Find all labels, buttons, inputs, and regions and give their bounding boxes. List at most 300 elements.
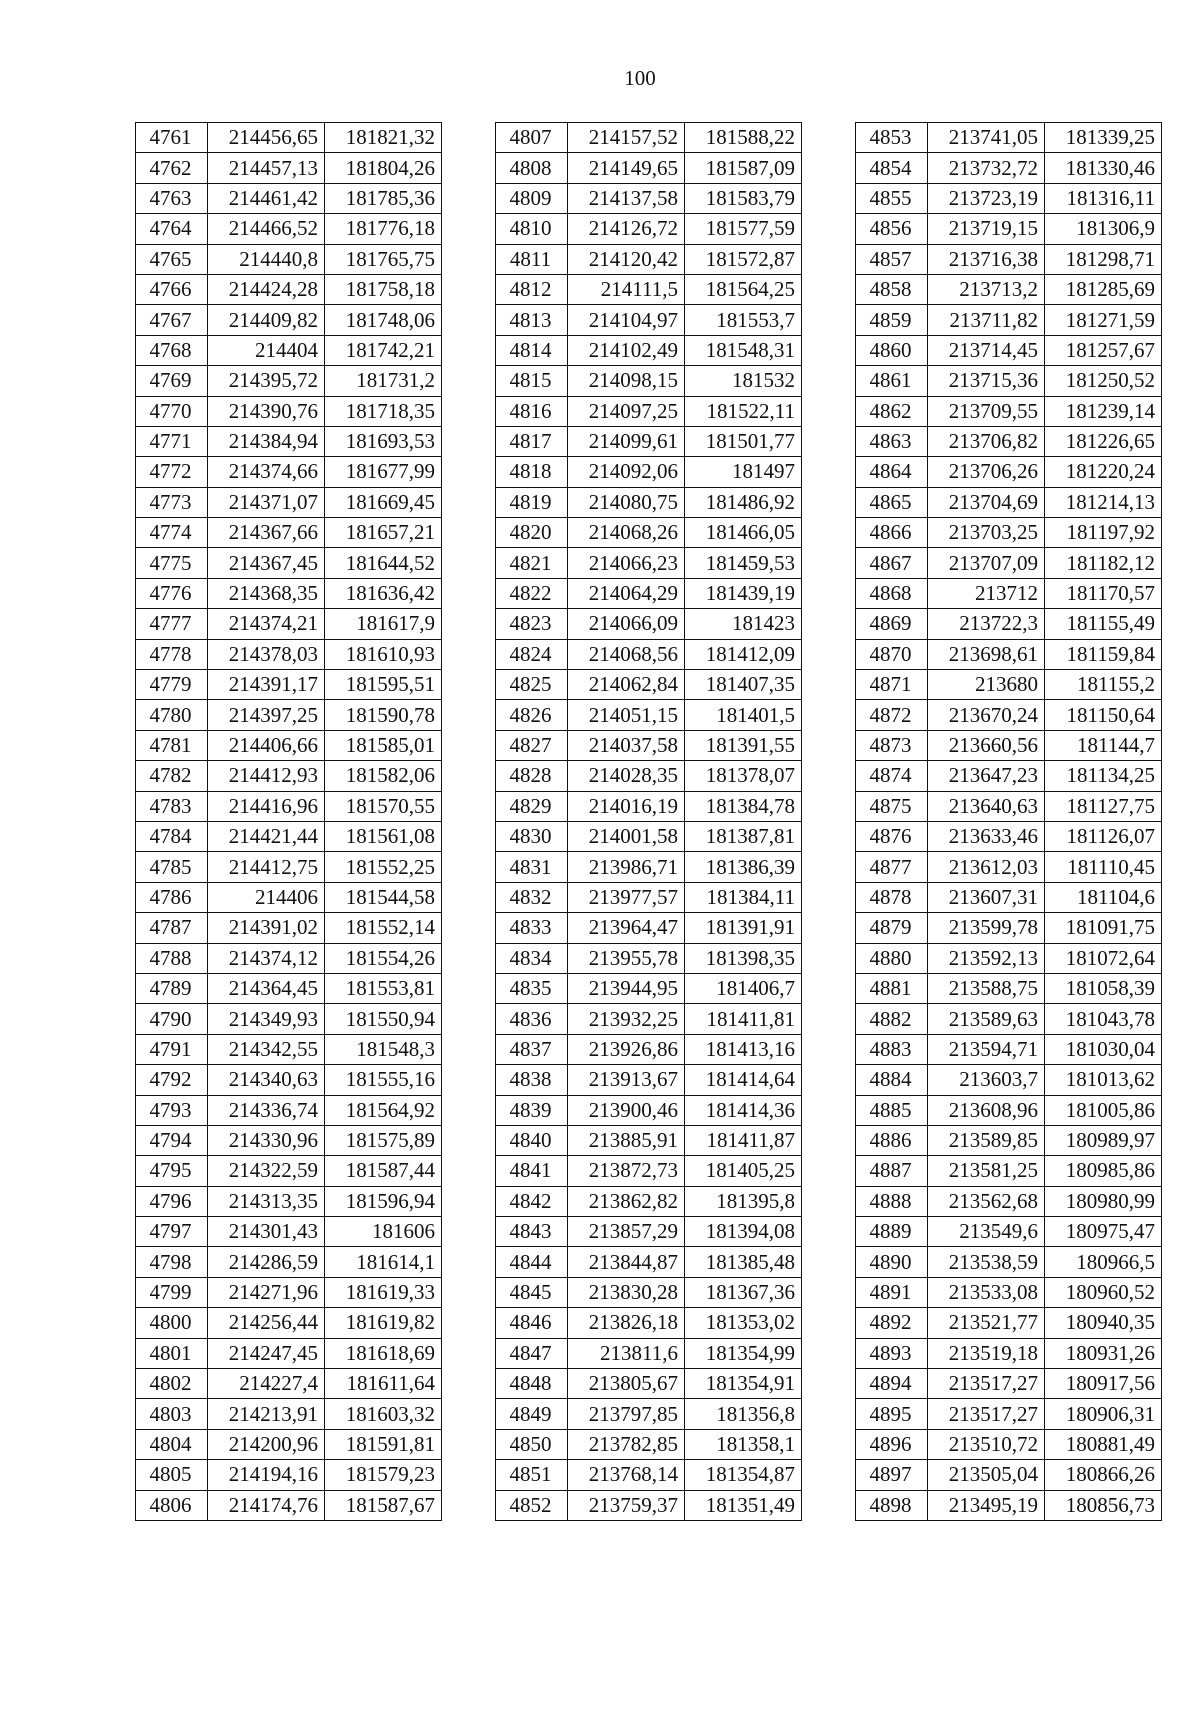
x-coordinate-cell: 213715,36 <box>928 366 1045 396</box>
table-row <box>856 1399 1162 1429</box>
y-coordinate-cell: 181384,78 <box>685 791 802 821</box>
x-coordinate-cell: 213759,37 <box>568 1490 685 1520</box>
y-coordinate-cell: 180960,52 <box>1045 1277 1162 1307</box>
y-coordinate-cell: 181058,39 <box>1045 973 1162 1003</box>
table-row <box>856 882 1162 912</box>
point-number-cell: 4874 <box>856 761 928 791</box>
x-coordinate-cell: 213732,72 <box>928 153 1045 183</box>
y-coordinate-cell: 181606 <box>325 1217 442 1247</box>
y-coordinate-cell: 181579,23 <box>325 1460 442 1490</box>
y-coordinate-cell: 181043,78 <box>1045 1004 1162 1034</box>
table-row <box>496 1034 802 1064</box>
point-number-cell: 4828 <box>496 761 568 791</box>
point-number-cell: 4803 <box>136 1399 208 1429</box>
x-coordinate-cell: 214286,59 <box>208 1247 325 1277</box>
point-number-cell: 4867 <box>856 548 928 578</box>
table-row <box>136 123 442 153</box>
y-coordinate-cell: 181271,59 <box>1045 305 1162 335</box>
table-row <box>856 1429 1162 1459</box>
y-coordinate-cell: 181367,36 <box>685 1277 802 1307</box>
x-coordinate-cell: 213722,3 <box>928 609 1045 639</box>
table-row <box>136 366 442 396</box>
point-number-cell: 4886 <box>856 1125 928 1155</box>
y-coordinate-cell: 181669,45 <box>325 487 442 517</box>
point-number-cell: 4865 <box>856 487 928 517</box>
coordinate-table-2 <box>495 122 802 1521</box>
y-coordinate-cell: 181384,11 <box>685 882 802 912</box>
table-row <box>856 1004 1162 1034</box>
y-coordinate-cell: 181552,25 <box>325 852 442 882</box>
x-coordinate-cell: 214064,29 <box>568 578 685 608</box>
y-coordinate-cell: 181603,32 <box>325 1399 442 1429</box>
point-number-cell: 4830 <box>496 821 568 851</box>
x-coordinate-cell: 214457,13 <box>208 153 325 183</box>
x-coordinate-cell: 213538,59 <box>928 1247 1045 1277</box>
table-row <box>856 426 1162 456</box>
point-number-cell: 4809 <box>496 183 568 213</box>
y-coordinate-cell: 181104,6 <box>1045 882 1162 912</box>
y-coordinate-cell: 181564,92 <box>325 1095 442 1125</box>
point-number-cell: 4868 <box>856 578 928 608</box>
point-number-cell: 4843 <box>496 1217 568 1247</box>
y-coordinate-cell: 181570,55 <box>325 791 442 821</box>
table-row <box>496 1004 802 1034</box>
point-number-cell: 4764 <box>136 214 208 244</box>
table-row <box>496 305 802 335</box>
table-row <box>496 396 802 426</box>
y-coordinate-cell: 181214,13 <box>1045 487 1162 517</box>
table-row <box>136 913 442 943</box>
table-row <box>136 1308 442 1338</box>
table-row <box>136 1338 442 1368</box>
y-coordinate-cell: 181610,93 <box>325 639 442 669</box>
point-number-cell: 4768 <box>136 335 208 365</box>
table-row <box>136 1217 442 1247</box>
x-coordinate-cell: 213517,27 <box>928 1369 1045 1399</box>
table-row <box>496 487 802 517</box>
y-coordinate-cell: 181391,55 <box>685 730 802 760</box>
x-coordinate-cell: 214424,28 <box>208 274 325 304</box>
table-row <box>496 639 802 669</box>
y-coordinate-cell: 181501,77 <box>685 426 802 456</box>
point-number-cell: 4864 <box>856 457 928 487</box>
y-coordinate-cell: 181742,21 <box>325 335 442 365</box>
point-number-cell: 4801 <box>136 1338 208 1368</box>
table-row <box>856 518 1162 548</box>
y-coordinate-cell: 181785,36 <box>325 183 442 213</box>
point-number-cell: 4866 <box>856 518 928 548</box>
y-coordinate-cell: 181439,19 <box>685 578 802 608</box>
table-row <box>496 244 802 274</box>
table-row <box>496 761 802 791</box>
x-coordinate-cell: 214371,07 <box>208 487 325 517</box>
x-coordinate-cell: 214340,63 <box>208 1065 325 1095</box>
table-row <box>856 1065 1162 1095</box>
y-coordinate-cell: 181657,21 <box>325 518 442 548</box>
point-number-cell: 4855 <box>856 183 928 213</box>
x-coordinate-cell: 213589,85 <box>928 1125 1045 1155</box>
x-coordinate-cell: 213711,82 <box>928 305 1045 335</box>
point-number-cell: 4787 <box>136 913 208 943</box>
point-number-cell: 4792 <box>136 1065 208 1095</box>
x-coordinate-cell: 213768,14 <box>568 1460 685 1490</box>
x-coordinate-cell: 214271,96 <box>208 1277 325 1307</box>
y-coordinate-cell: 181553,7 <box>685 305 802 335</box>
y-coordinate-cell: 181583,79 <box>685 183 802 213</box>
x-coordinate-cell: 214391,02 <box>208 913 325 943</box>
x-coordinate-cell: 213955,78 <box>568 943 685 973</box>
table-row <box>136 1490 442 1520</box>
x-coordinate-cell: 214102,49 <box>568 335 685 365</box>
table-row <box>856 700 1162 730</box>
table-row <box>856 791 1162 821</box>
table-row <box>496 1460 802 1490</box>
point-number-cell: 4887 <box>856 1156 928 1186</box>
table-row <box>496 1308 802 1338</box>
point-number-cell: 4848 <box>496 1369 568 1399</box>
point-number-cell: 4767 <box>136 305 208 335</box>
y-coordinate-cell: 181239,14 <box>1045 396 1162 426</box>
table-row <box>856 335 1162 365</box>
table-row <box>136 396 442 426</box>
table-row <box>856 913 1162 943</box>
y-coordinate-cell: 181306,9 <box>1045 214 1162 244</box>
point-number-cell: 4859 <box>856 305 928 335</box>
point-number-cell: 4813 <box>496 305 568 335</box>
table-row <box>856 852 1162 882</box>
x-coordinate-cell: 214080,75 <box>568 487 685 517</box>
y-coordinate-cell: 181582,06 <box>325 761 442 791</box>
x-coordinate-cell: 214098,15 <box>568 366 685 396</box>
x-coordinate-cell: 213670,24 <box>928 700 1045 730</box>
x-coordinate-cell: 214092,06 <box>568 457 685 487</box>
x-coordinate-cell: 214384,94 <box>208 426 325 456</box>
y-coordinate-cell: 181765,75 <box>325 244 442 274</box>
point-number-cell: 4873 <box>856 730 928 760</box>
x-coordinate-cell: 213589,63 <box>928 1004 1045 1034</box>
x-coordinate-cell: 213964,47 <box>568 913 685 943</box>
table-row <box>496 791 802 821</box>
x-coordinate-cell: 213723,19 <box>928 183 1045 213</box>
x-coordinate-cell: 214378,03 <box>208 639 325 669</box>
point-number-cell: 4806 <box>136 1490 208 1520</box>
table-row <box>496 1429 802 1459</box>
table-row <box>136 1125 442 1155</box>
table-row <box>856 305 1162 335</box>
x-coordinate-cell: 214137,58 <box>568 183 685 213</box>
table-row <box>136 1247 442 1277</box>
table-row <box>136 1095 442 1125</box>
table-row <box>136 1429 442 1459</box>
point-number-cell: 4807 <box>496 123 568 153</box>
x-coordinate-cell: 214322,59 <box>208 1156 325 1186</box>
y-coordinate-cell: 181378,07 <box>685 761 802 791</box>
x-coordinate-cell: 214367,45 <box>208 548 325 578</box>
point-number-cell: 4854 <box>856 153 928 183</box>
point-number-cell: 4846 <box>496 1308 568 1338</box>
point-number-cell: 4872 <box>856 700 928 730</box>
point-number-cell: 4831 <box>496 852 568 882</box>
point-number-cell: 4805 <box>136 1460 208 1490</box>
table-row <box>496 123 802 153</box>
table-row <box>136 548 442 578</box>
y-coordinate-cell: 181127,75 <box>1045 791 1162 821</box>
y-coordinate-cell: 181614,1 <box>325 1247 442 1277</box>
y-coordinate-cell: 181596,94 <box>325 1186 442 1216</box>
table-row <box>136 578 442 608</box>
x-coordinate-cell: 214194,16 <box>208 1460 325 1490</box>
x-coordinate-cell: 214412,75 <box>208 852 325 882</box>
point-number-cell: 4841 <box>496 1156 568 1186</box>
x-coordinate-cell: 214068,56 <box>568 639 685 669</box>
point-number-cell: 4782 <box>136 761 208 791</box>
y-coordinate-cell: 181159,84 <box>1045 639 1162 669</box>
point-number-cell: 4769 <box>136 366 208 396</box>
table-row <box>856 396 1162 426</box>
y-coordinate-cell: 181316,11 <box>1045 183 1162 213</box>
y-coordinate-cell: 181155,49 <box>1045 609 1162 639</box>
point-number-cell: 4817 <box>496 426 568 456</box>
y-coordinate-cell: 181587,67 <box>325 1490 442 1520</box>
table-row <box>496 1338 802 1368</box>
point-number-cell: 4799 <box>136 1277 208 1307</box>
table-row <box>136 639 442 669</box>
y-coordinate-cell: 181548,31 <box>685 335 802 365</box>
x-coordinate-cell: 214313,35 <box>208 1186 325 1216</box>
point-number-cell: 4897 <box>856 1460 928 1490</box>
x-coordinate-cell: 214336,74 <box>208 1095 325 1125</box>
x-coordinate-cell: 214301,43 <box>208 1217 325 1247</box>
table-row <box>136 670 442 700</box>
point-number-cell: 4791 <box>136 1034 208 1064</box>
y-coordinate-cell: 181013,62 <box>1045 1065 1162 1095</box>
x-coordinate-cell: 213633,46 <box>928 821 1045 851</box>
x-coordinate-cell: 213713,2 <box>928 274 1045 304</box>
x-coordinate-cell: 214104,97 <box>568 305 685 335</box>
table-row <box>136 1277 442 1307</box>
y-coordinate-cell: 181718,35 <box>325 396 442 426</box>
y-coordinate-cell: 181005,86 <box>1045 1095 1162 1125</box>
point-number-cell: 4763 <box>136 183 208 213</box>
y-coordinate-cell: 181226,65 <box>1045 426 1162 456</box>
x-coordinate-cell: 213714,45 <box>928 335 1045 365</box>
point-number-cell: 4770 <box>136 396 208 426</box>
table-row <box>856 761 1162 791</box>
x-coordinate-cell: 213797,85 <box>568 1399 685 1429</box>
x-coordinate-cell: 214062,84 <box>568 670 685 700</box>
point-number-cell: 4895 <box>856 1399 928 1429</box>
x-coordinate-cell: 214395,72 <box>208 366 325 396</box>
x-coordinate-cell: 214374,12 <box>208 943 325 973</box>
y-coordinate-cell: 181497 <box>685 457 802 487</box>
y-coordinate-cell: 181587,44 <box>325 1156 442 1186</box>
point-number-cell: 4891 <box>856 1277 928 1307</box>
table-row <box>496 366 802 396</box>
point-number-cell: 4856 <box>856 214 928 244</box>
y-coordinate-cell: 181588,22 <box>685 123 802 153</box>
table-row <box>496 973 802 1003</box>
table-row <box>496 426 802 456</box>
x-coordinate-cell: 213719,15 <box>928 214 1045 244</box>
y-coordinate-cell: 181575,89 <box>325 1125 442 1155</box>
x-coordinate-cell: 213872,73 <box>568 1156 685 1186</box>
x-coordinate-cell: 213885,91 <box>568 1125 685 1155</box>
table-row <box>856 1034 1162 1064</box>
y-coordinate-cell: 181391,91 <box>685 913 802 943</box>
x-coordinate-cell: 213607,31 <box>928 882 1045 912</box>
x-coordinate-cell: 213862,82 <box>568 1186 685 1216</box>
point-number-cell: 4862 <box>856 396 928 426</box>
point-number-cell: 4880 <box>856 943 928 973</box>
x-coordinate-cell: 213581,25 <box>928 1156 1045 1186</box>
point-number-cell: 4890 <box>856 1247 928 1277</box>
x-coordinate-cell: 214157,52 <box>568 123 685 153</box>
y-coordinate-cell: 181110,45 <box>1045 852 1162 882</box>
point-number-cell: 4832 <box>496 882 568 912</box>
x-coordinate-cell: 213533,08 <box>928 1277 1045 1307</box>
point-number-cell: 4789 <box>136 973 208 1003</box>
point-number-cell: 4781 <box>136 730 208 760</box>
point-number-cell: 4827 <box>496 730 568 760</box>
y-coordinate-cell: 181748,06 <box>325 305 442 335</box>
y-coordinate-cell: 181572,87 <box>685 244 802 274</box>
table-row <box>496 1095 802 1125</box>
y-coordinate-cell: 181590,78 <box>325 700 442 730</box>
point-number-cell: 4779 <box>136 670 208 700</box>
table-row <box>856 366 1162 396</box>
point-number-cell: 4849 <box>496 1399 568 1429</box>
y-coordinate-cell: 181555,16 <box>325 1065 442 1095</box>
y-coordinate-cell: 181406,7 <box>685 973 802 1003</box>
point-number-cell: 4796 <box>136 1186 208 1216</box>
y-coordinate-cell: 181385,48 <box>685 1247 802 1277</box>
x-coordinate-cell: 213716,38 <box>928 244 1045 274</box>
x-coordinate-cell: 214374,66 <box>208 457 325 487</box>
x-coordinate-cell: 213495,19 <box>928 1490 1045 1520</box>
x-coordinate-cell: 213900,46 <box>568 1095 685 1125</box>
y-coordinate-cell: 181618,69 <box>325 1338 442 1368</box>
table-row <box>136 1156 442 1186</box>
point-number-cell: 4884 <box>856 1065 928 1095</box>
y-coordinate-cell: 180966,5 <box>1045 1247 1162 1277</box>
x-coordinate-cell: 214368,35 <box>208 578 325 608</box>
x-coordinate-cell: 213549,6 <box>928 1217 1045 1247</box>
point-number-cell: 4762 <box>136 153 208 183</box>
y-coordinate-cell: 181353,02 <box>685 1308 802 1338</box>
table-row <box>856 183 1162 213</box>
y-coordinate-cell: 181285,69 <box>1045 274 1162 304</box>
table-row <box>136 457 442 487</box>
point-number-cell: 4778 <box>136 639 208 669</box>
x-coordinate-cell: 213703,25 <box>928 518 1045 548</box>
x-coordinate-cell: 213608,96 <box>928 1095 1045 1125</box>
y-coordinate-cell: 180931,26 <box>1045 1338 1162 1368</box>
y-coordinate-cell: 181553,81 <box>325 973 442 1003</box>
point-number-cell: 4823 <box>496 609 568 639</box>
table-row <box>496 548 802 578</box>
point-number-cell: 4800 <box>136 1308 208 1338</box>
point-number-cell: 4780 <box>136 700 208 730</box>
y-coordinate-cell: 180881,49 <box>1045 1429 1162 1459</box>
point-number-cell: 4893 <box>856 1338 928 1368</box>
table-row <box>496 518 802 548</box>
point-number-cell: 4858 <box>856 274 928 304</box>
y-coordinate-cell: 181619,82 <box>325 1308 442 1338</box>
y-coordinate-cell: 181677,99 <box>325 457 442 487</box>
y-coordinate-cell: 181250,52 <box>1045 366 1162 396</box>
x-coordinate-cell: 214391,17 <box>208 670 325 700</box>
table-row <box>496 852 802 882</box>
point-number-cell: 4819 <box>496 487 568 517</box>
y-coordinate-cell: 181257,67 <box>1045 335 1162 365</box>
point-number-cell: 4870 <box>856 639 928 669</box>
table-row <box>496 913 802 943</box>
point-number-cell: 4824 <box>496 639 568 669</box>
y-coordinate-cell: 181554,26 <box>325 943 442 973</box>
point-number-cell: 4798 <box>136 1247 208 1277</box>
table-row <box>136 973 442 1003</box>
point-number-cell: 4834 <box>496 943 568 973</box>
point-number-cell: 4835 <box>496 973 568 1003</box>
table-row <box>136 1065 442 1095</box>
x-coordinate-cell: 214213,91 <box>208 1399 325 1429</box>
point-number-cell: 4761 <box>136 123 208 153</box>
y-coordinate-cell: 181356,8 <box>685 1399 802 1429</box>
table-row <box>496 1369 802 1399</box>
x-coordinate-cell: 213811,6 <box>568 1338 685 1368</box>
x-coordinate-cell: 214066,09 <box>568 609 685 639</box>
table-row <box>856 123 1162 153</box>
table-row <box>496 1186 802 1216</box>
x-coordinate-cell: 214367,66 <box>208 518 325 548</box>
y-coordinate-cell: 181414,36 <box>685 1095 802 1125</box>
table-row <box>496 700 802 730</box>
point-number-cell: 4875 <box>856 791 928 821</box>
point-number-cell: 4881 <box>856 973 928 1003</box>
table-row <box>856 1369 1162 1399</box>
y-coordinate-cell: 181412,09 <box>685 639 802 669</box>
table-row <box>856 244 1162 274</box>
table-row <box>856 1247 1162 1277</box>
y-coordinate-cell: 181411,81 <box>685 1004 802 1034</box>
point-number-cell: 4860 <box>856 335 928 365</box>
point-number-cell: 4777 <box>136 609 208 639</box>
table-row <box>496 1065 802 1095</box>
y-coordinate-cell: 181126,07 <box>1045 821 1162 851</box>
y-coordinate-cell: 181564,25 <box>685 274 802 304</box>
x-coordinate-cell: 214406 <box>208 882 325 912</box>
y-coordinate-cell: 181776,18 <box>325 214 442 244</box>
y-coordinate-cell: 181072,64 <box>1045 943 1162 973</box>
y-coordinate-cell: 181354,99 <box>685 1338 802 1368</box>
table-row <box>856 1156 1162 1186</box>
y-coordinate-cell: 181351,49 <box>685 1490 802 1520</box>
table-row <box>136 791 442 821</box>
y-coordinate-cell: 180989,97 <box>1045 1125 1162 1155</box>
y-coordinate-cell: 180917,56 <box>1045 1369 1162 1399</box>
x-coordinate-cell: 214256,44 <box>208 1308 325 1338</box>
table-row <box>856 1460 1162 1490</box>
x-coordinate-cell: 213517,27 <box>928 1399 1045 1429</box>
table-row <box>856 578 1162 608</box>
table-row <box>856 1125 1162 1155</box>
table-row <box>136 730 442 760</box>
y-coordinate-cell: 181220,24 <box>1045 457 1162 487</box>
y-coordinate-cell: 181636,42 <box>325 578 442 608</box>
x-coordinate-cell: 213562,68 <box>928 1186 1045 1216</box>
point-number-cell: 4896 <box>856 1429 928 1459</box>
y-coordinate-cell: 181150,64 <box>1045 700 1162 730</box>
